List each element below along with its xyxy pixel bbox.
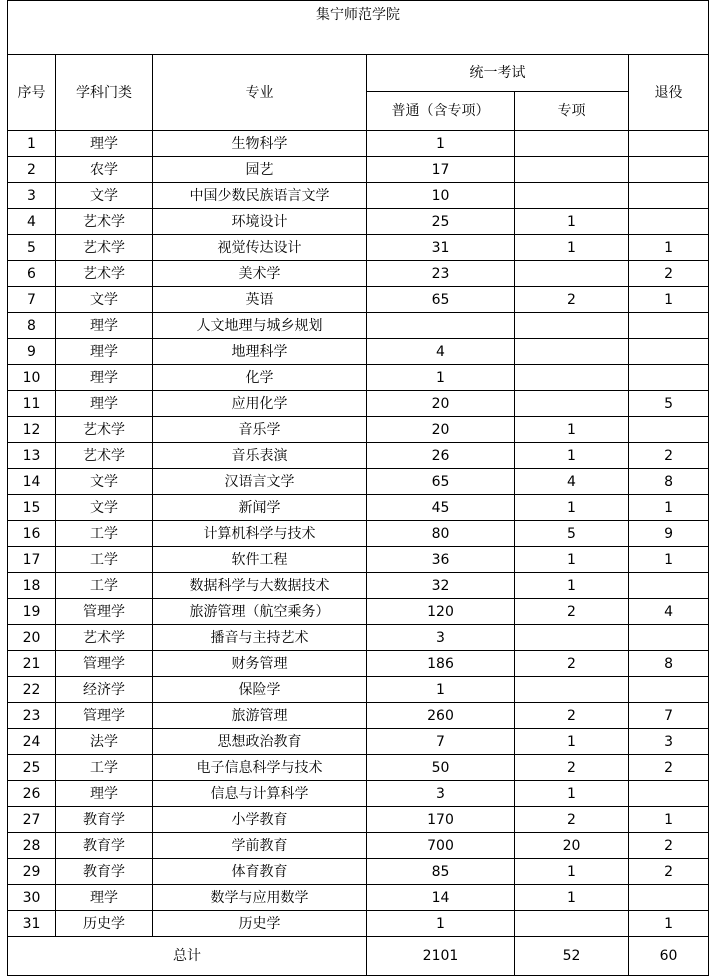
school-title: 集宁师范学院 bbox=[8, 1, 709, 55]
cell-special bbox=[515, 365, 629, 391]
table-row bbox=[8, 729, 709, 755]
cell-special: 1 bbox=[515, 443, 629, 469]
table-row bbox=[8, 157, 709, 183]
title-row bbox=[8, 1, 709, 55]
cell-seq: 3 bbox=[8, 183, 56, 209]
cell-seq: 27 bbox=[8, 807, 56, 833]
cell-category: 理学 bbox=[56, 313, 153, 339]
cell-general: 65 bbox=[367, 287, 515, 313]
cell-special: 4 bbox=[515, 469, 629, 495]
table-row bbox=[8, 391, 709, 417]
cell-general: 32 bbox=[367, 573, 515, 599]
cell-category: 教育学 bbox=[56, 833, 153, 859]
cell-seq: 22 bbox=[8, 677, 56, 703]
cell-general: 700 bbox=[367, 833, 515, 859]
cell-veteran: 9 bbox=[629, 521, 709, 547]
cell-seq: 9 bbox=[8, 339, 56, 365]
cell-seq: 20 bbox=[8, 625, 56, 651]
cell-major: 汉语言文学 bbox=[153, 469, 367, 495]
cell-category: 教育学 bbox=[56, 859, 153, 885]
cell-seq: 24 bbox=[8, 729, 56, 755]
cell-category: 管理学 bbox=[56, 703, 153, 729]
cell-special: 2 bbox=[515, 807, 629, 833]
cell-special: 5 bbox=[515, 521, 629, 547]
cell-special: 1 bbox=[515, 729, 629, 755]
table-row bbox=[8, 495, 709, 521]
cell-category: 理学 bbox=[56, 885, 153, 911]
cell-major: 英语 bbox=[153, 287, 367, 313]
cell-veteran: 2 bbox=[629, 833, 709, 859]
cell-special: 1 bbox=[515, 209, 629, 235]
cell-veteran bbox=[629, 183, 709, 209]
cell-major: 地理科学 bbox=[153, 339, 367, 365]
cell-general: 3 bbox=[367, 625, 515, 651]
cell-major: 学前教育 bbox=[153, 833, 367, 859]
cell-general: 260 bbox=[367, 703, 515, 729]
table-row bbox=[8, 547, 709, 573]
cell-general: 20 bbox=[367, 417, 515, 443]
cell-seq: 4 bbox=[8, 209, 56, 235]
cell-major: 环境设计 bbox=[153, 209, 367, 235]
cell-general: 20 bbox=[367, 391, 515, 417]
cell-category: 理学 bbox=[56, 131, 153, 157]
cell-major: 人文地理与城乡规划 bbox=[153, 313, 367, 339]
cell-veteran: 1 bbox=[629, 547, 709, 573]
total-special: 52 bbox=[515, 937, 629, 976]
cell-major: 中国少数民族语言文学 bbox=[153, 183, 367, 209]
table-row bbox=[8, 261, 709, 287]
cell-general: 31 bbox=[367, 235, 515, 261]
cell-general: 120 bbox=[367, 599, 515, 625]
cell-veteran: 1 bbox=[629, 495, 709, 521]
cell-category: 管理学 bbox=[56, 651, 153, 677]
cell-major: 播音与主持艺术 bbox=[153, 625, 367, 651]
cell-major: 信息与计算科学 bbox=[153, 781, 367, 807]
cell-seq: 7 bbox=[8, 287, 56, 313]
cell-seq: 11 bbox=[8, 391, 56, 417]
cell-veteran: 1 bbox=[629, 911, 709, 937]
table-row bbox=[8, 807, 709, 833]
table-row bbox=[8, 521, 709, 547]
cell-veteran: 8 bbox=[629, 651, 709, 677]
cell-major: 历史学 bbox=[153, 911, 367, 937]
cell-category: 理学 bbox=[56, 781, 153, 807]
cell-seq: 21 bbox=[8, 651, 56, 677]
cell-veteran bbox=[629, 417, 709, 443]
cell-special bbox=[515, 261, 629, 287]
cell-major: 音乐学 bbox=[153, 417, 367, 443]
cell-category: 艺术学 bbox=[56, 417, 153, 443]
cell-special: 1 bbox=[515, 781, 629, 807]
table-row bbox=[8, 469, 709, 495]
cell-veteran: 3 bbox=[629, 729, 709, 755]
cell-major: 财务管理 bbox=[153, 651, 367, 677]
cell-veteran: 2 bbox=[629, 755, 709, 781]
cell-special: 1 bbox=[515, 885, 629, 911]
cell-special: 2 bbox=[515, 287, 629, 313]
cell-veteran bbox=[629, 885, 709, 911]
cell-major: 生物科学 bbox=[153, 131, 367, 157]
table-row bbox=[8, 833, 709, 859]
cell-major: 旅游管理 bbox=[153, 703, 367, 729]
cell-major: 思想政治教育 bbox=[153, 729, 367, 755]
cell-general bbox=[367, 313, 515, 339]
cell-major: 电子信息科学与技术 bbox=[153, 755, 367, 781]
cell-general: 25 bbox=[367, 209, 515, 235]
cell-general: 45 bbox=[367, 495, 515, 521]
cell-general: 14 bbox=[367, 885, 515, 911]
cell-veteran bbox=[629, 209, 709, 235]
cell-special bbox=[515, 131, 629, 157]
cell-category: 教育学 bbox=[56, 807, 153, 833]
cell-seq: 26 bbox=[8, 781, 56, 807]
cell-general: 50 bbox=[367, 755, 515, 781]
cell-seq: 1 bbox=[8, 131, 56, 157]
cell-category: 工学 bbox=[56, 521, 153, 547]
cell-major: 保险学 bbox=[153, 677, 367, 703]
cell-veteran bbox=[629, 573, 709, 599]
header-major: 专业 bbox=[153, 55, 367, 131]
table-row bbox=[8, 599, 709, 625]
table-row bbox=[8, 131, 709, 157]
cell-veteran bbox=[629, 677, 709, 703]
cell-major: 视觉传达设计 bbox=[153, 235, 367, 261]
cell-special: 2 bbox=[515, 599, 629, 625]
cell-major: 计算机科学与技术 bbox=[153, 521, 367, 547]
table-row bbox=[8, 677, 709, 703]
cell-veteran: 8 bbox=[629, 469, 709, 495]
cell-seq: 15 bbox=[8, 495, 56, 521]
cell-special: 1 bbox=[515, 573, 629, 599]
cell-seq: 23 bbox=[8, 703, 56, 729]
cell-special: 2 bbox=[515, 755, 629, 781]
cell-seq: 6 bbox=[8, 261, 56, 287]
table-row bbox=[8, 781, 709, 807]
cell-major: 化学 bbox=[153, 365, 367, 391]
total-general: 2101 bbox=[367, 937, 515, 976]
header-general: 普通（含专项） bbox=[367, 92, 515, 131]
cell-major: 软件工程 bbox=[153, 547, 367, 573]
cell-major: 应用化学 bbox=[153, 391, 367, 417]
cell-general: 10 bbox=[367, 183, 515, 209]
table-row bbox=[8, 339, 709, 365]
cell-major: 小学教育 bbox=[153, 807, 367, 833]
cell-major: 数学与应用数学 bbox=[153, 885, 367, 911]
table-row bbox=[8, 313, 709, 339]
table-row bbox=[8, 755, 709, 781]
cell-general: 7 bbox=[367, 729, 515, 755]
cell-veteran bbox=[629, 313, 709, 339]
cell-veteran: 1 bbox=[629, 287, 709, 313]
cell-seq: 29 bbox=[8, 859, 56, 885]
cell-special bbox=[515, 339, 629, 365]
cell-veteran: 2 bbox=[629, 859, 709, 885]
table-row bbox=[8, 651, 709, 677]
header-row-1 bbox=[8, 55, 709, 92]
cell-veteran: 2 bbox=[629, 443, 709, 469]
cell-category: 艺术学 bbox=[56, 443, 153, 469]
cell-general: 65 bbox=[367, 469, 515, 495]
cell-seq: 8 bbox=[8, 313, 56, 339]
cell-category: 艺术学 bbox=[56, 209, 153, 235]
cell-veteran: 7 bbox=[629, 703, 709, 729]
cell-special: 2 bbox=[515, 651, 629, 677]
cell-category: 文学 bbox=[56, 495, 153, 521]
cell-major: 旅游管理（航空乘务） bbox=[153, 599, 367, 625]
cell-category: 文学 bbox=[56, 287, 153, 313]
cell-veteran: 4 bbox=[629, 599, 709, 625]
cell-general: 4 bbox=[367, 339, 515, 365]
cell-category: 经济学 bbox=[56, 677, 153, 703]
cell-general: 17 bbox=[367, 157, 515, 183]
table-row bbox=[8, 885, 709, 911]
table-row bbox=[8, 287, 709, 313]
cell-major: 数据科学与大数据技术 bbox=[153, 573, 367, 599]
table-row bbox=[8, 365, 709, 391]
cell-category: 艺术学 bbox=[56, 235, 153, 261]
total-row bbox=[8, 937, 709, 976]
table-row bbox=[8, 625, 709, 651]
cell-special: 1 bbox=[515, 417, 629, 443]
cell-veteran: 1 bbox=[629, 807, 709, 833]
cell-special: 1 bbox=[515, 547, 629, 573]
cell-general: 36 bbox=[367, 547, 515, 573]
cell-seq: 14 bbox=[8, 469, 56, 495]
cell-major: 新闻学 bbox=[153, 495, 367, 521]
cell-veteran bbox=[629, 157, 709, 183]
cell-seq: 5 bbox=[8, 235, 56, 261]
table-row bbox=[8, 443, 709, 469]
cell-major: 园艺 bbox=[153, 157, 367, 183]
cell-category: 文学 bbox=[56, 183, 153, 209]
cell-category: 工学 bbox=[56, 573, 153, 599]
cell-special bbox=[515, 625, 629, 651]
cell-category: 文学 bbox=[56, 469, 153, 495]
table-row bbox=[8, 209, 709, 235]
total-label: 总计 bbox=[8, 937, 367, 976]
cell-category: 艺术学 bbox=[56, 625, 153, 651]
cell-category: 理学 bbox=[56, 339, 153, 365]
cell-major: 音乐表演 bbox=[153, 443, 367, 469]
cell-seq: 25 bbox=[8, 755, 56, 781]
cell-seq: 28 bbox=[8, 833, 56, 859]
table-row bbox=[8, 703, 709, 729]
header-exam: 统一考试 bbox=[367, 55, 629, 92]
cell-seq: 13 bbox=[8, 443, 56, 469]
cell-category: 理学 bbox=[56, 365, 153, 391]
cell-general: 170 bbox=[367, 807, 515, 833]
cell-veteran bbox=[629, 131, 709, 157]
cell-seq: 18 bbox=[8, 573, 56, 599]
cell-seq: 10 bbox=[8, 365, 56, 391]
cell-special: 1 bbox=[515, 235, 629, 261]
cell-general: 1 bbox=[367, 365, 515, 391]
cell-seq: 30 bbox=[8, 885, 56, 911]
header-special: 专项 bbox=[515, 92, 629, 131]
cell-veteran bbox=[629, 781, 709, 807]
cell-special: 20 bbox=[515, 833, 629, 859]
cell-seq: 17 bbox=[8, 547, 56, 573]
cell-general: 1 bbox=[367, 677, 515, 703]
total-veteran: 60 bbox=[629, 937, 709, 976]
table-row bbox=[8, 183, 709, 209]
cell-general: 80 bbox=[367, 521, 515, 547]
cell-general: 26 bbox=[367, 443, 515, 469]
cell-seq: 2 bbox=[8, 157, 56, 183]
cell-special: 1 bbox=[515, 495, 629, 521]
cell-general: 1 bbox=[367, 911, 515, 937]
cell-category: 管理学 bbox=[56, 599, 153, 625]
cell-category: 工学 bbox=[56, 755, 153, 781]
cell-special bbox=[515, 313, 629, 339]
cell-category: 理学 bbox=[56, 391, 153, 417]
enrollment-table bbox=[7, 0, 709, 976]
cell-special bbox=[515, 677, 629, 703]
cell-category: 农学 bbox=[56, 157, 153, 183]
cell-category: 法学 bbox=[56, 729, 153, 755]
cell-special: 2 bbox=[515, 703, 629, 729]
cell-special bbox=[515, 157, 629, 183]
table-row bbox=[8, 235, 709, 261]
cell-special: 1 bbox=[515, 859, 629, 885]
cell-veteran bbox=[629, 625, 709, 651]
cell-general: 23 bbox=[367, 261, 515, 287]
cell-veteran bbox=[629, 365, 709, 391]
table-row bbox=[8, 911, 709, 937]
cell-category: 工学 bbox=[56, 547, 153, 573]
header-veteran: 退役 bbox=[629, 55, 709, 131]
cell-category: 艺术学 bbox=[56, 261, 153, 287]
cell-category: 历史学 bbox=[56, 911, 153, 937]
cell-major: 体育教育 bbox=[153, 859, 367, 885]
cell-general: 85 bbox=[367, 859, 515, 885]
cell-seq: 16 bbox=[8, 521, 56, 547]
table-row bbox=[8, 417, 709, 443]
cell-general: 1 bbox=[367, 131, 515, 157]
cell-seq: 12 bbox=[8, 417, 56, 443]
cell-veteran: 5 bbox=[629, 391, 709, 417]
cell-veteran bbox=[629, 339, 709, 365]
table-row bbox=[8, 859, 709, 885]
header-category: 学科门类 bbox=[56, 55, 153, 131]
cell-special bbox=[515, 183, 629, 209]
table-row bbox=[8, 573, 709, 599]
cell-general: 3 bbox=[367, 781, 515, 807]
cell-general: 186 bbox=[367, 651, 515, 677]
cell-special bbox=[515, 911, 629, 937]
cell-major: 美术学 bbox=[153, 261, 367, 287]
cell-special bbox=[515, 391, 629, 417]
cell-seq: 19 bbox=[8, 599, 56, 625]
header-seq: 序号 bbox=[8, 55, 56, 131]
cell-veteran: 1 bbox=[629, 235, 709, 261]
cell-veteran: 2 bbox=[629, 261, 709, 287]
cell-seq: 31 bbox=[8, 911, 56, 937]
